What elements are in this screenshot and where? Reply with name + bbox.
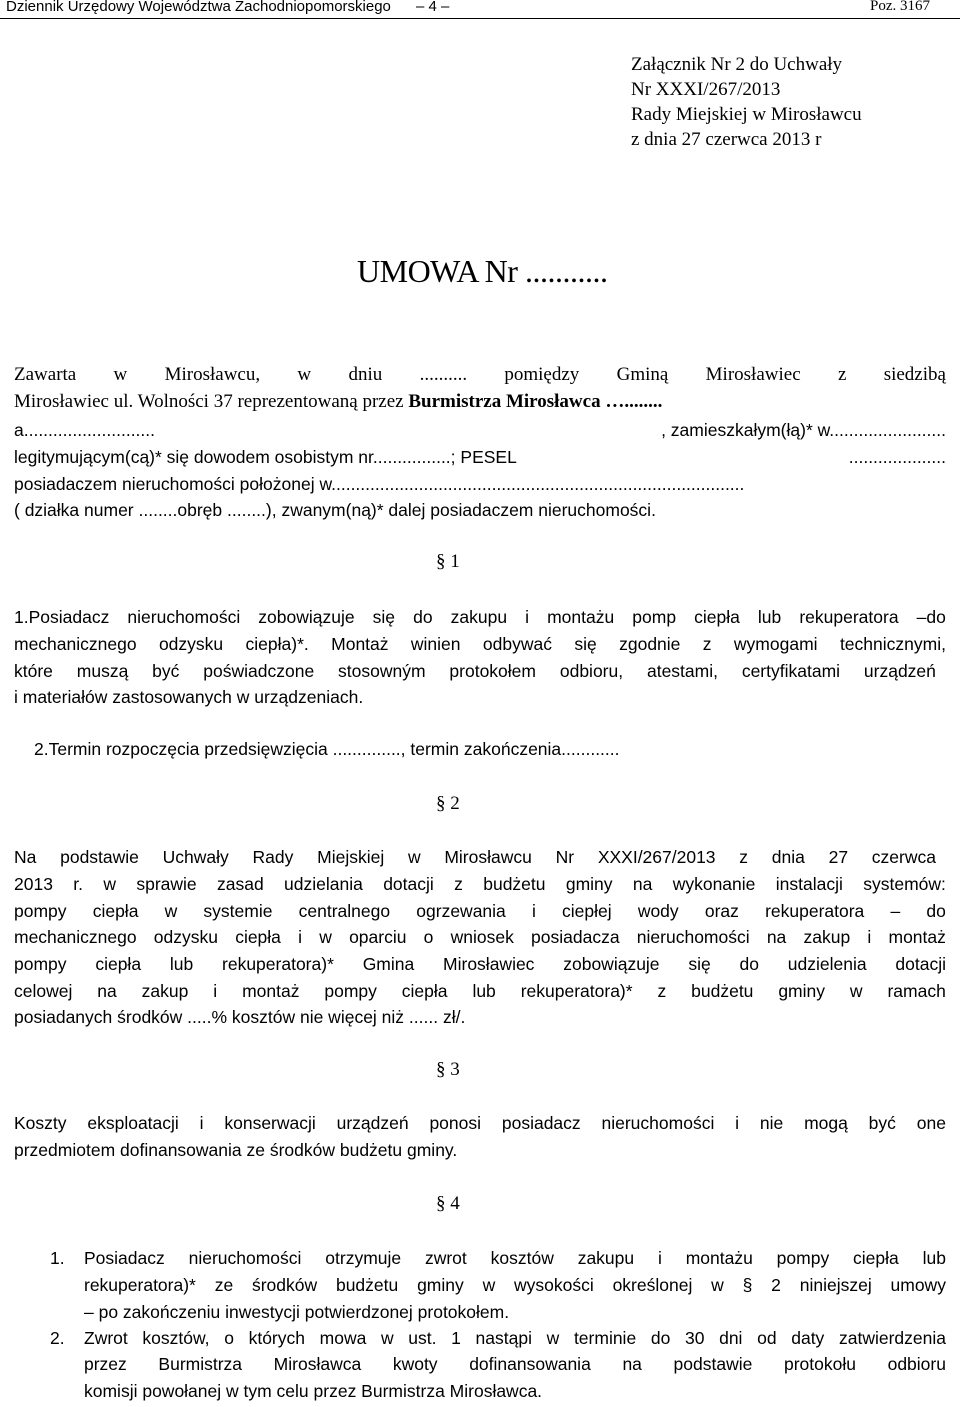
- word: odzysku: [158, 634, 224, 654]
- word: zatwierdzenia: [838, 1328, 946, 1348]
- word: ciepła: [853, 1248, 899, 1268]
- word: –do: [916, 607, 946, 627]
- word: w: [113, 364, 128, 385]
- word: nieruchomości: [188, 1248, 302, 1268]
- word: zwrot: [424, 1248, 467, 1268]
- s1-line-4: i materiałów zastosowanych w urządzeniach.: [14, 687, 364, 707]
- word: z: [739, 847, 749, 867]
- word: pompy: [324, 981, 377, 1001]
- word: zgodnie: [619, 634, 681, 654]
- word: czerwca: [871, 847, 936, 867]
- word: Koszty: [14, 1113, 67, 1133]
- word: systemie: [203, 901, 273, 921]
- word: –: [890, 901, 901, 921]
- word: pompy: [14, 901, 67, 921]
- word: Miejskiej: [317, 847, 385, 867]
- word: montażu: [685, 1248, 753, 1268]
- word: podstawie: [60, 847, 139, 867]
- word: Mirosławiec: [705, 364, 801, 385]
- word: na: [97, 981, 117, 1001]
- word: protokołu: [783, 1354, 856, 1374]
- word: lub: [472, 981, 496, 1001]
- word: nastąpi: [475, 1328, 532, 1348]
- s4-item-2-number: 2.: [50, 1328, 65, 1348]
- word: odbioru,: [559, 661, 624, 681]
- page-number: – 4 –: [416, 0, 450, 15]
- word: ogrzewania: [416, 901, 506, 921]
- intro-line-1: [14, 364, 946, 386]
- word: winien: [410, 634, 461, 654]
- word: z: [837, 364, 847, 385]
- word: w: [319, 927, 332, 947]
- s4-item-1-line-2: [84, 1275, 946, 1296]
- word: technicznymi,: [839, 634, 946, 654]
- word: na: [632, 874, 653, 894]
- word: budżetu: [483, 874, 546, 894]
- word: na: [622, 1354, 642, 1374]
- word: mechanicznego: [14, 634, 137, 654]
- word: muszą: [76, 661, 129, 681]
- word: rekuperatora)*: [222, 954, 334, 974]
- word: wniosek: [450, 927, 514, 947]
- word: i: [213, 981, 218, 1001]
- word: mechanicznego: [14, 927, 137, 947]
- section-2-heading: § 2: [436, 793, 460, 814]
- word: umowy: [890, 1275, 946, 1295]
- annex-line: z dnia 27 czerwca 2013 r: [631, 129, 822, 150]
- section-4-heading: § 4: [436, 1193, 460, 1214]
- s4-item-1-line-3: – po zakończeniu inwestycji potwierdzonej protokołem.: [84, 1302, 510, 1322]
- word: Gmina: [362, 954, 415, 974]
- word: gminy: [778, 981, 826, 1001]
- s3-line-1: [14, 1113, 946, 1134]
- word: środków: [251, 1275, 318, 1295]
- word: wykonanie: [672, 874, 756, 894]
- word: ciepła: [92, 901, 139, 921]
- annex-line: Nr XXXI/267/2013: [631, 79, 781, 100]
- document-title: UMOWA Nr ...........: [357, 253, 608, 289]
- mayor-name: Burmistrza Mirosławca …........: [408, 391, 663, 412]
- word: i: [298, 927, 303, 947]
- word: Montaż: [331, 634, 389, 654]
- word: certyfikatami: [741, 661, 841, 681]
- word: montaż: [242, 981, 300, 1001]
- word: z: [702, 634, 712, 654]
- word: Rady: [252, 847, 294, 867]
- s1-line-1: [14, 607, 946, 628]
- word: dni: [719, 1328, 743, 1348]
- word: odzysku: [153, 927, 218, 947]
- word: gminy: [565, 874, 613, 894]
- word: stosowným: [338, 661, 426, 681]
- word: i: [199, 1113, 204, 1133]
- s2-line-2: [14, 874, 946, 895]
- word: Gminą: [616, 364, 669, 385]
- word: ramach: [887, 981, 946, 1001]
- word: Mirosławiec: [443, 954, 535, 974]
- intro-line-4: [14, 447, 946, 468]
- word: w: [380, 1328, 394, 1348]
- word: montaż: [888, 927, 946, 947]
- word: pomp: [632, 607, 677, 627]
- word: niniejszej: [799, 1275, 872, 1295]
- word: pompy: [14, 954, 67, 974]
- word: Mirosławcu: [444, 847, 532, 867]
- s1-line-3: [14, 661, 936, 682]
- word: i: [657, 1248, 662, 1268]
- word: się: [372, 607, 396, 627]
- intro-line-2-text: Mirosławiec ul. Wolności 37 reprezentowaną przez: [14, 391, 409, 412]
- word: posiadacz: [501, 1113, 581, 1133]
- word: montażu: [547, 607, 615, 627]
- word: poświadczone: [203, 661, 315, 681]
- word: Na: [14, 847, 37, 867]
- word: od: [757, 1328, 777, 1348]
- word: zakup: [803, 927, 851, 947]
- word: z: [657, 981, 667, 1001]
- word: celowej: [14, 981, 73, 1001]
- word: i: [867, 927, 872, 947]
- word: ust.: [408, 1328, 437, 1348]
- word: nieruchomości: [636, 927, 750, 947]
- word: ciepła: [401, 981, 448, 1001]
- word: ..........: [419, 364, 468, 385]
- intro-line-4-b: ....................: [848, 447, 946, 467]
- section-1-heading: § 1: [436, 551, 460, 572]
- word: mowa: [319, 1328, 367, 1348]
- section-3-heading: § 3: [436, 1059, 460, 1080]
- header-divider: [0, 18, 960, 19]
- word: rekuperatora)*: [520, 981, 633, 1001]
- word: dnia: [771, 847, 805, 867]
- word: nie: [759, 1113, 784, 1133]
- word: przez: [84, 1354, 127, 1374]
- position-number: Poz. 3167: [870, 0, 930, 14]
- word: 1: [451, 1328, 461, 1348]
- word: zasad: [217, 874, 264, 894]
- word: gminy: [417, 1275, 464, 1295]
- word: kosztów: [490, 1248, 554, 1268]
- word: wymogami: [733, 634, 818, 654]
- word: §: [742, 1275, 753, 1295]
- word: dofinansowania: [469, 1354, 591, 1374]
- intro-line-4-a: legitymującym(cą)* się dowodem osobistym nr................; PESEL: [14, 447, 517, 467]
- word: Posiadacz: [84, 1248, 165, 1268]
- word: mogą: [804, 1113, 848, 1133]
- s2-line-3: [14, 901, 946, 922]
- word: w: [164, 901, 178, 921]
- word: instalacji: [775, 874, 843, 894]
- word: r.: [73, 874, 84, 894]
- word: kwoty: [392, 1354, 438, 1374]
- word: rekuperatora)*: [84, 1275, 196, 1295]
- word: atestami,: [646, 661, 718, 681]
- s2-line-4: [14, 927, 946, 948]
- word: nieruchomości: [601, 1113, 715, 1133]
- word: protokołem: [449, 661, 536, 681]
- word: Burmistrza: [158, 1354, 243, 1374]
- word: ciepłej: [562, 901, 612, 921]
- word: o: [423, 927, 434, 947]
- word: ponosi: [429, 1113, 482, 1133]
- word: pomiędzy: [504, 364, 580, 385]
- s4-item-1-number: 1.: [50, 1248, 65, 1268]
- word: 2013: [14, 874, 53, 894]
- s2-line-1: [14, 847, 936, 868]
- word: ciepła: [95, 954, 142, 974]
- word: udzielenia: [787, 954, 867, 974]
- word: do: [739, 954, 759, 974]
- word: urządzeń: [863, 661, 936, 681]
- word: się: [688, 954, 711, 974]
- word: zakupu: [450, 607, 508, 627]
- word: Mirosławca: [273, 1354, 362, 1374]
- word: centralnego: [298, 901, 391, 921]
- word: dotacji: [895, 954, 946, 974]
- word: konserwacji: [224, 1113, 316, 1133]
- word: dotacji: [383, 874, 434, 894]
- word: podstawie: [673, 1354, 753, 1374]
- word: się: [574, 634, 597, 654]
- word: w: [849, 981, 863, 1001]
- word: ze: [214, 1275, 234, 1295]
- word: XXXI/267/2013: [597, 847, 716, 867]
- word: kosztów,: [142, 1328, 210, 1348]
- word: 27: [828, 847, 849, 867]
- word: Mirosławcu,: [164, 364, 261, 385]
- word: które: [14, 661, 53, 681]
- word: ciepła)*.: [245, 634, 309, 654]
- annex-block: [631, 52, 862, 152]
- annex-line: Załącznik Nr 2 do Uchwały: [631, 54, 843, 75]
- word: w: [482, 1275, 496, 1295]
- word: ciepła: [235, 927, 281, 947]
- word: odbioru: [887, 1354, 946, 1374]
- word: do: [926, 901, 946, 921]
- word: zobowiązuje: [563, 954, 660, 974]
- word: budżetu: [335, 1275, 399, 1295]
- intro-line-6: ( działka numer ........obręb ........), zwanym(ną)* dalej posiadaczem nieruchomości.: [14, 500, 656, 520]
- word: których: [248, 1328, 305, 1348]
- s3-line-2: przedmiotem dofinansowania ze środków budżetu gminy.: [14, 1140, 458, 1160]
- annex-line: Rady Miejskiej w Mirosławcu: [631, 104, 862, 125]
- s2-line-5: [14, 954, 946, 975]
- word: do: [413, 607, 433, 627]
- word: z: [454, 874, 463, 894]
- word: w: [103, 874, 116, 894]
- word: urządzeń: [336, 1113, 409, 1133]
- journal-title: Dziennik Urzędowy Województwa Zachodniopomorskiego: [6, 0, 391, 15]
- s2-line-7: posiadanych środków .....% kosztów nie więcej niż ...... zł/.: [14, 1007, 466, 1027]
- intro-line-5: posiadaczem nieruchomości położonej w.....................................................................................: [14, 474, 745, 494]
- word: na: [766, 927, 787, 947]
- word: Zwrot: [84, 1328, 128, 1348]
- s4-item-2-line-3: komisji powołanej w tym celu przez Burmistrza Mirosławca.: [84, 1381, 543, 1401]
- intro-line-3-a: a...........................: [14, 420, 156, 440]
- s1-line-5: 2.Termin rozpoczęcia przedsięwzięcia .............., termin zakończenia............: [34, 739, 620, 759]
- word: w: [546, 1328, 560, 1348]
- word: być: [868, 1113, 896, 1133]
- s4-item-2-line-2: [84, 1354, 946, 1375]
- word: wysokości: [514, 1275, 594, 1295]
- word: one: [916, 1113, 946, 1133]
- word: i: [531, 901, 536, 921]
- s4-item-2-line-1: [84, 1328, 946, 1349]
- word: otrzymuje: [325, 1248, 402, 1268]
- word: zobowiązuje: [258, 607, 355, 627]
- word: posiadacza: [531, 927, 620, 947]
- word: budżetu: [691, 981, 754, 1001]
- word: nieruchomości: [127, 607, 241, 627]
- word: być: [152, 661, 180, 681]
- word: lub: [169, 954, 194, 974]
- word: oparciu: [349, 927, 407, 947]
- word: Uchwały: [162, 847, 229, 867]
- word: Nr: [555, 847, 575, 867]
- word: Zawarta: [14, 364, 77, 385]
- s2-line-6: [14, 981, 946, 1002]
- word: odbywać: [482, 634, 552, 654]
- word: 1.Posiadacz: [14, 607, 110, 627]
- word: siedzibą: [883, 364, 946, 385]
- word: zakupu: [577, 1248, 635, 1268]
- word: i: [735, 1113, 740, 1133]
- word: ciepła: [694, 607, 740, 627]
- word: do: [650, 1328, 671, 1348]
- word: wody: [637, 901, 679, 921]
- word: pompy: [776, 1248, 830, 1268]
- word: dniu: [348, 364, 383, 385]
- word: rekuperatora: [799, 607, 899, 627]
- word: systemów:: [863, 874, 946, 894]
- word: udzielania: [284, 874, 363, 894]
- word: rekuperatora: [765, 901, 865, 921]
- word: sprawie: [136, 874, 197, 894]
- s1-line-2: [14, 634, 946, 655]
- word: o: [224, 1328, 234, 1348]
- word: zakup: [141, 981, 189, 1001]
- word: daty: [791, 1328, 825, 1348]
- word: w: [297, 364, 312, 385]
- word: określonej: [612, 1275, 693, 1295]
- word: lub: [757, 607, 782, 627]
- word: w: [407, 847, 421, 867]
- intro-line-3: [14, 420, 946, 441]
- word: w: [711, 1275, 724, 1295]
- word: lub: [922, 1248, 946, 1268]
- word: terminie: [573, 1328, 637, 1348]
- s4-item-1-line-1: [84, 1248, 946, 1269]
- intro-line-3-b: , zamieszkałym(łą)* w........................: [661, 420, 946, 440]
- word: i: [525, 607, 530, 627]
- intro-line-2: [14, 391, 662, 413]
- word: eksploatacji: [87, 1113, 179, 1133]
- word: oraz: [704, 901, 739, 921]
- word: 30: [684, 1328, 705, 1348]
- word: 2: [771, 1275, 781, 1295]
